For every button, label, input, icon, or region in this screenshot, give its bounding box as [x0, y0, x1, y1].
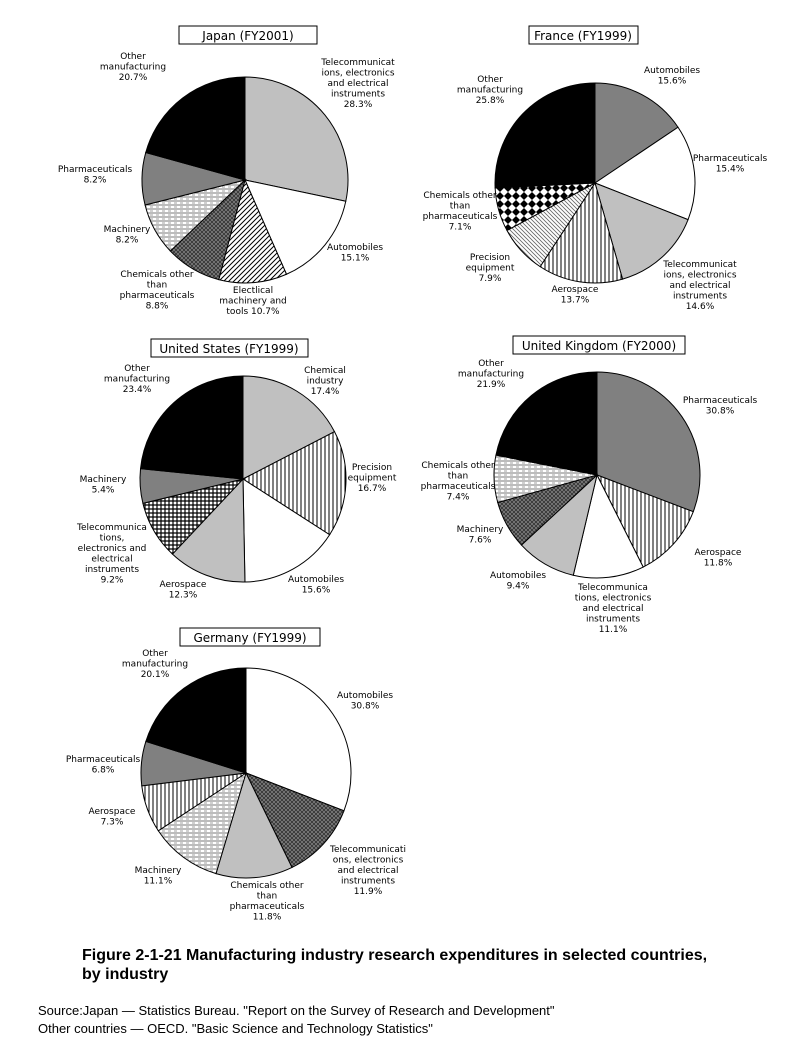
- slice-label: Other manufacturing 20.7%: [99, 52, 167, 83]
- chart-france: [423, 26, 768, 312]
- chart-united-kingdom: [421, 336, 758, 635]
- slice-label: Automobiles 9.4%: [489, 571, 547, 592]
- slice-label: Telecommunicat ions, electronics and electrical instruments 14.6%: [663, 260, 737, 312]
- pie-slices: [140, 376, 346, 582]
- slice-label: Other manufacturing 25.8%: [456, 75, 524, 106]
- slice-label: Pharmaceuticals 8.2%: [57, 165, 133, 186]
- pie-slices: [142, 77, 348, 283]
- slice-label: Precision equipment 16.7%: [347, 463, 397, 494]
- pie-slices: [141, 668, 351, 878]
- pie-slice: [141, 376, 243, 479]
- slice-label: Pharmaceuticals 6.8%: [65, 755, 141, 776]
- slice-label: Automobiles 30.8%: [336, 691, 394, 712]
- slice-label: Machinery 11.1%: [134, 866, 182, 887]
- chart-japan: [58, 26, 395, 317]
- slice-label: Automobiles 15.1%: [326, 243, 384, 264]
- chart-title: Japan (FY2001): [202, 29, 294, 43]
- slice-label: Pharmaceuticals 30.8%: [682, 396, 758, 417]
- pie-slice: [495, 83, 595, 188]
- chart-title: Germany (FY1999): [193, 631, 307, 645]
- slice-label: Chemical industry 17.4%: [304, 366, 346, 397]
- figure-caption: [82, 946, 782, 984]
- slice-label: Automobiles 15.6%: [643, 66, 701, 87]
- slice-label: Telecommunica tions, electronics and electrical instruments 9.2%: [77, 523, 147, 586]
- slice-label: Chemicals other than pharmaceuticals 8.8%: [119, 270, 195, 312]
- slice-label: Other manufacturing 21.9%: [457, 359, 525, 390]
- slice-label: Chemicals other than pharmaceuticals 7.1%: [422, 191, 498, 233]
- source-line-1: Source:Japan ― Statistics Bureau. "Report on the Survey of Research and Development": [38, 1003, 555, 1018]
- chart-title: United Kingdom (FY2000): [521, 339, 677, 353]
- slice-label: Chemicals other than pharmaceuticals 11.8%: [229, 881, 305, 923]
- slice-label: Chemicals other than pharmaceuticals 7.4%: [420, 461, 496, 503]
- slice-label: Aerospace 11.8%: [694, 548, 742, 569]
- slice-label: Telecommunicati ons, electronics and electrical instruments 11.9%: [330, 845, 406, 897]
- chart-title: United States (FY1999): [159, 342, 299, 356]
- slice-label: Aerospace 12.3%: [159, 580, 207, 601]
- slice-label: Other manufacturing 20.1%: [121, 649, 189, 680]
- chart-germany: [66, 628, 406, 923]
- slice-label: Other manufacturing 23.4%: [103, 364, 171, 395]
- slice-label: Aerospace 7.3%: [88, 807, 136, 828]
- figure-caption-line-2: by industry: [82, 966, 169, 983]
- chart-title: France (FY1999): [534, 29, 632, 43]
- slice-label: Automobiles 15.6%: [287, 575, 345, 596]
- pie-slices: [494, 372, 700, 578]
- pie-slices: [495, 83, 695, 283]
- figure-caption-line-1: Figure 2-1-21 Manufacturing industry research expenditures in selected countries,: [82, 947, 708, 964]
- slice-label: Aerospace 13.7%: [551, 285, 599, 306]
- slice-label: Machinery 7.6%: [456, 525, 504, 546]
- slice-label: Precision equipment 7.9%: [465, 253, 515, 284]
- slice-label: Pharmaceuticals 15.4%: [692, 154, 768, 175]
- slice-label: Telecommunica tions, electronics and electrical instruments 11.1%: [574, 583, 652, 635]
- source-line-2: Other countries ― OECD. "Basic Science and Technology Statistics": [38, 1021, 433, 1036]
- slice-label: Telecommunicat ions, electronics and electrical instruments 28.3%: [321, 58, 395, 110]
- slice-label: Machinery 5.4%: [79, 475, 127, 496]
- chart-united-states: [76, 339, 397, 601]
- slice-label: Electlical machinery and tools 10.7%: [219, 286, 287, 317]
- slice-label: Machinery 8.2%: [103, 225, 151, 246]
